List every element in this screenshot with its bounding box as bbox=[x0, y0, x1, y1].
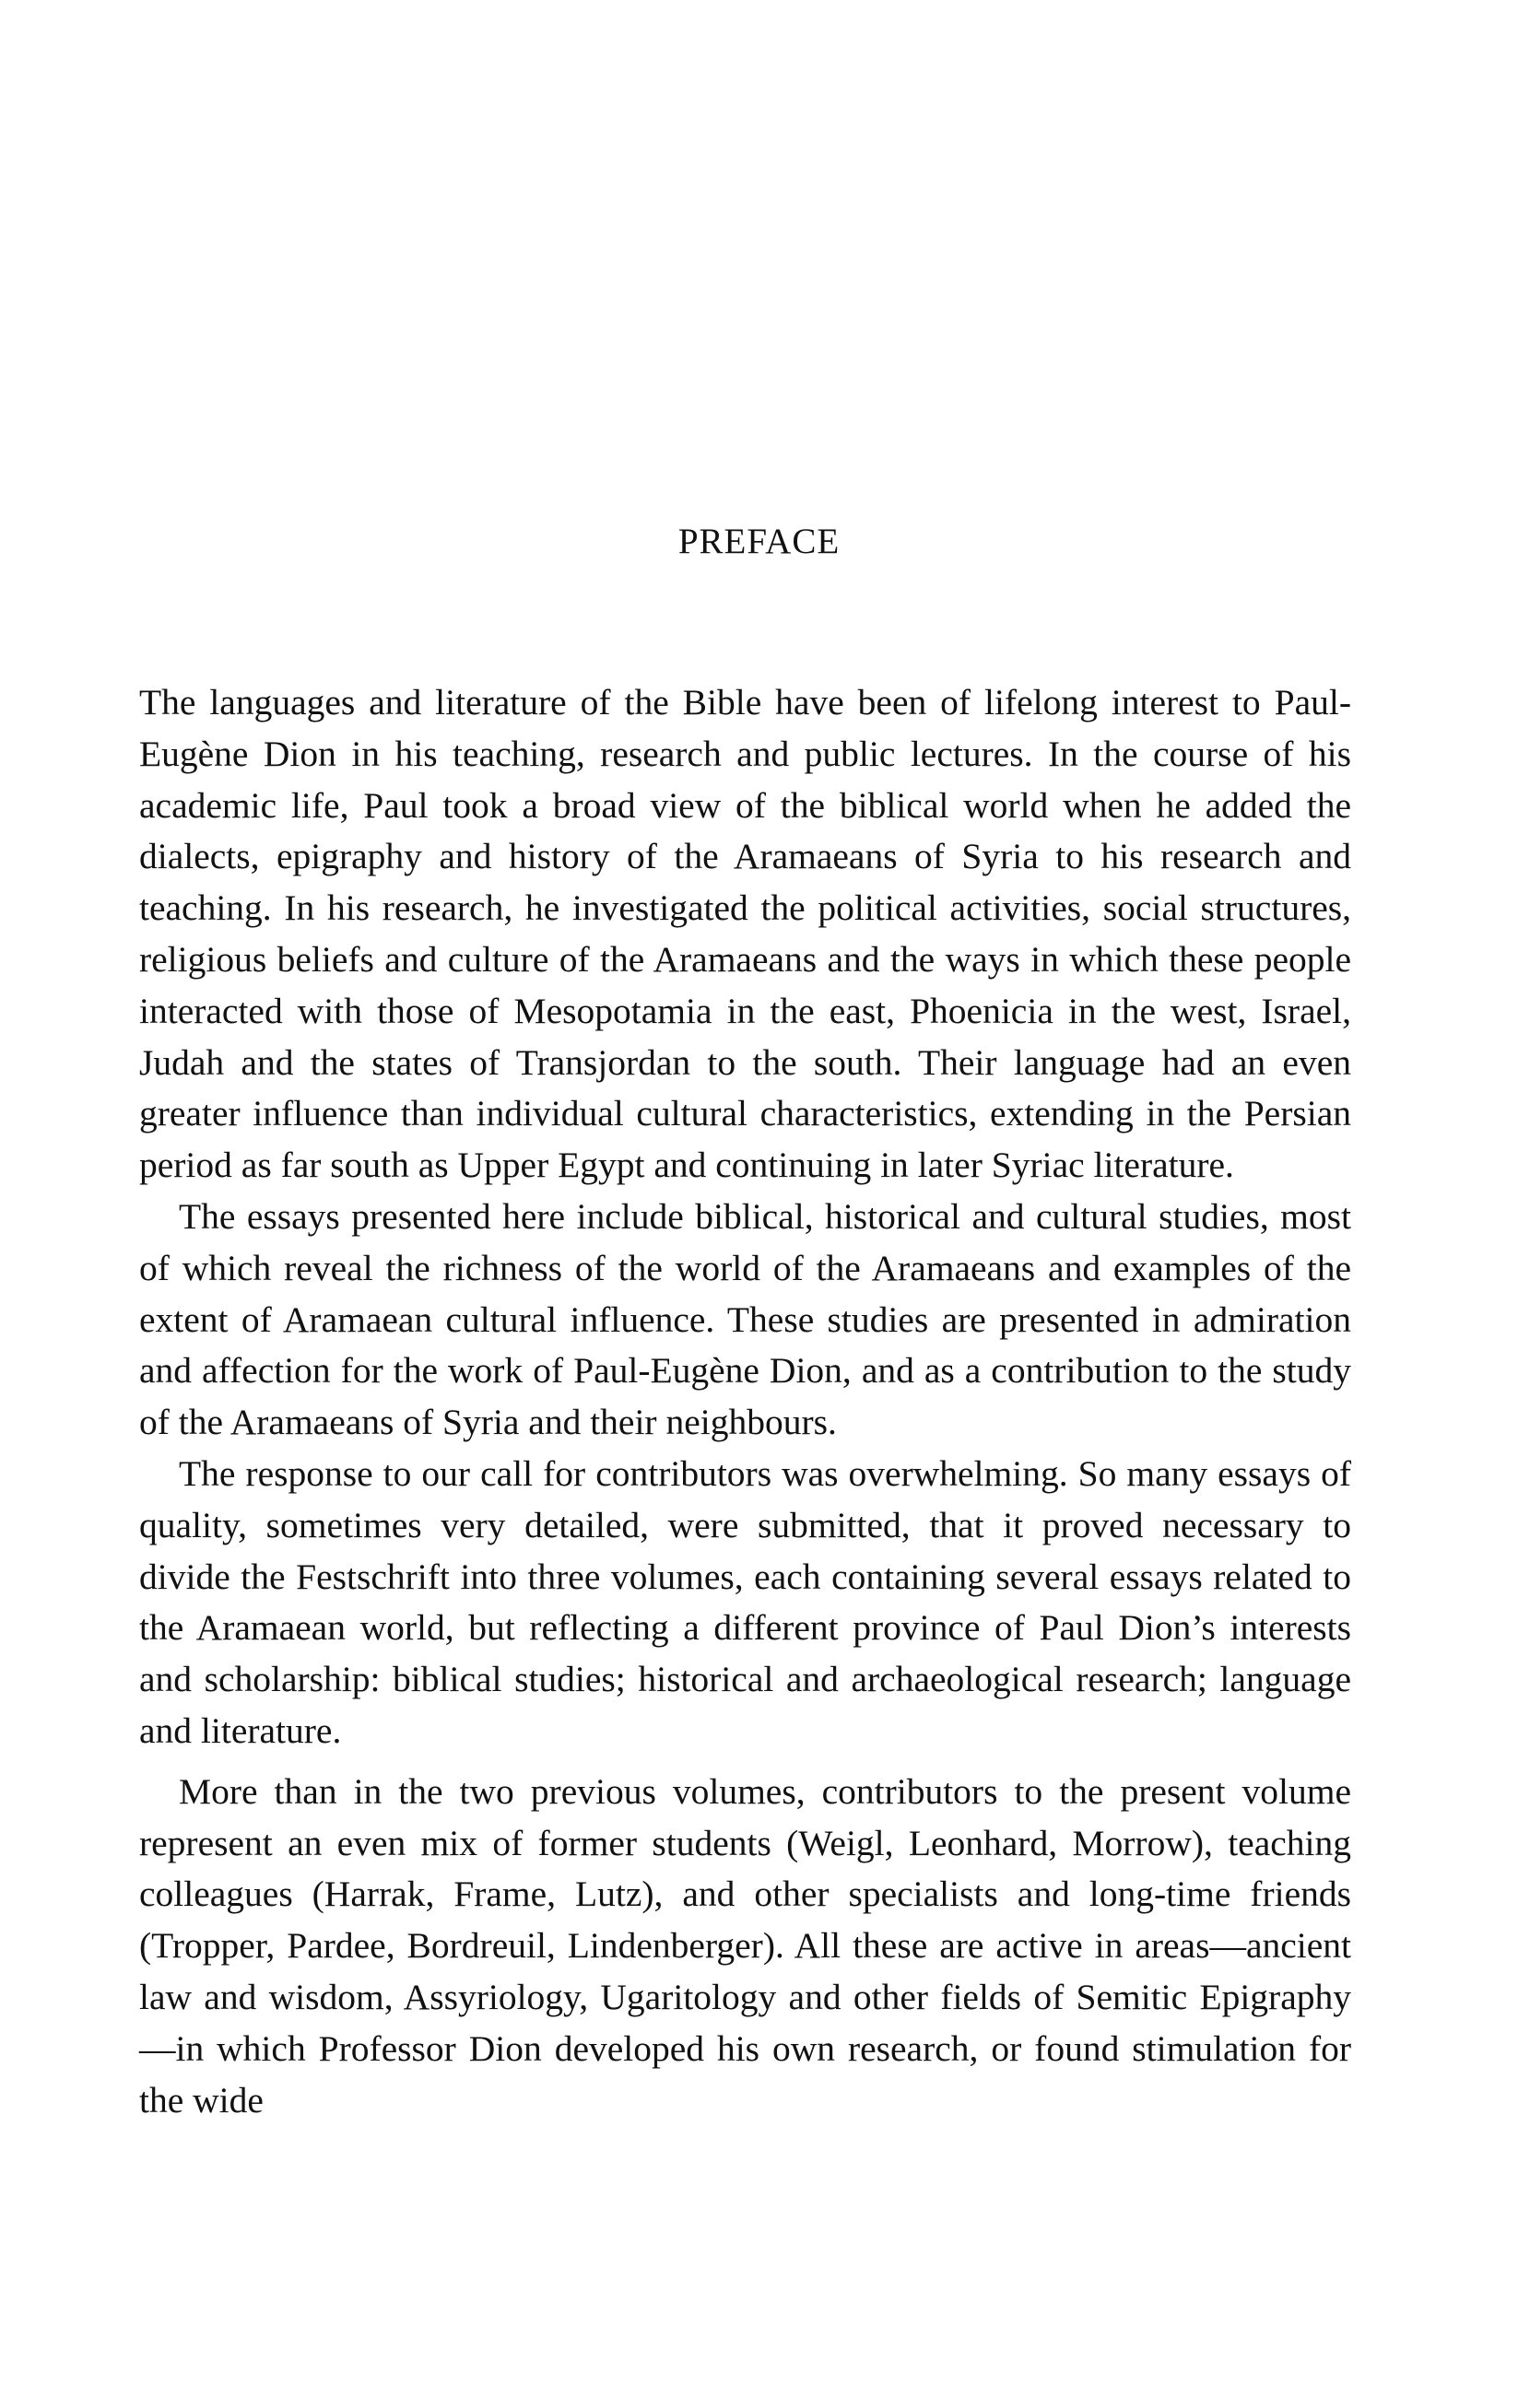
page-title: PREFACE bbox=[677, 522, 841, 561]
paragraph-2: The essays presented here include biblical, historical and cultural studies, most of which reveal the richness of the world of the Aramaeans and examples of the extent of Aramaean cultural influence. These studies are presented in admiration and affection for the work of Paul-Eugène Dion, and as a contribution to the study of the Aramaeans of Syria and their neighbours. bbox=[139, 1195, 1351, 1443]
paragraph-1: The languages and literature of the Bible have been of lifelong interest to Paul-Eugène Dion in his teaching, research and public lectures. In the course of his academic life, Paul took a broad view of the biblical world when he added the dialects, epigraphy and history of the Aramaeans of Syria to his research and teaching. In his research, he investigated the political activities, social structures, religious beliefs and culture of the Aramaeans and the ways in which these people interacted with those of Mesopotamia in the east, Phoenicia in the west, Israel, Judah and the states of Transjordan to the south. Their language had an even greater influence than individual cultural characteristics, extending in the Persian period as far south as Upper Egypt and continuing in later Syriac literature. bbox=[139, 682, 1351, 1186]
paragraph-4: More than in the two previous volumes, contributors to the present volume represent an even mix of former students (Weigl, Leonhard, Morrow), teaching colleagues (Harrak, Frame, Lutz), and other specialists and long-time friends (Tropper, Pardee, Bordreuil, Lindenberger). All these are active in areas—ancient law and wisdom, Assyriology, Ugaritology and other fields of Semitic Epigraphy—in which Professor Dion developed his own research, or found stimulation for the wide bbox=[139, 1770, 1351, 2120]
preface-body bbox=[139, 677, 1351, 2126]
paragraph-3: The response to our call for contributors was overwhelming. So many essays of quality, sometimes very detailed, were submitted, that it proved necessary to divide the Festschrift into three volumes, each containing several essays related to the Aramaean world, but reflecting a different province of Paul Dion’s interests and scholarship: biblical studies; historical and archaeological research; language and literature. bbox=[139, 1452, 1351, 1751]
